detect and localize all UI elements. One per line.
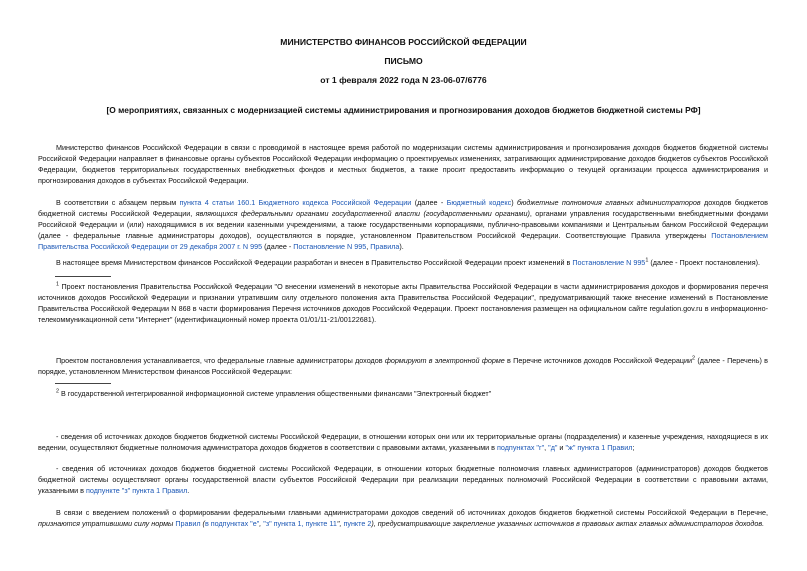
document-subject: [О мероприятиях, связанных с модернизацией системы администрирования и прогнозирования доходов бюджетов бюджетной системы РФ] — [106, 105, 701, 115]
link-subparagraph-g[interactable]: подпунктах "г" — [497, 443, 545, 453]
link-resolution-995[interactable]: Постановление N 995 — [572, 258, 646, 267]
emphasis-text: признаются утратившими силу нормы — [38, 519, 176, 529]
link-budget-code-article[interactable]: пункта 4 статьи 160.1 Бюджетного кодекса Российской Федерации — [179, 198, 412, 207]
ministry-heading: МИНИСТЕРСТВО ФИНАНСОВ РОССИЙСКОЙ ФЕДЕРАЦИИ — [280, 37, 527, 47]
text-segment: доходов бюджетов бюджетной системы Российской Федерации, — [38, 198, 768, 219]
document-date-number: от 1 февраля 2022 года N 23-06-07/6776 — [320, 75, 487, 85]
link-subparagraph-d[interactable]: "д" — [548, 443, 558, 453]
text-segment: ; — [632, 443, 635, 453]
text-segment: Проектом постановления устанавливается, что федеральные главные администраторы доходов — [56, 356, 385, 365]
link-subparagraph-z[interactable]: подпункте "з" пункта 1 Правил — [85, 486, 188, 496]
text-segment: , — [366, 242, 371, 252]
footnote-ref-2[interactable]: 2 — [692, 355, 696, 362]
text-segment: (далее - Проект постановления). — [648, 258, 760, 267]
text-segment: (далее - — [262, 242, 294, 252]
link-rules[interactable]: Правила — [370, 242, 400, 252]
emphasis-text: бюджетные полномочия главных администраторов — [516, 198, 701, 207]
link-resolution-995[interactable]: Постановление N 995 — [293, 242, 367, 252]
paragraph-draft-resolution — [38, 257, 768, 268]
text-segment: ). — [399, 242, 404, 252]
emphasis-text: , — [259, 519, 264, 529]
link-paragraph-11[interactable]: "з" пункта 1, пункте 11 — [263, 519, 337, 529]
footnote-divider — [55, 383, 111, 384]
link-subparagraph-zh[interactable]: "ж" пункта 1 Правил — [565, 443, 633, 453]
document-type: ПИСЬМО — [384, 56, 423, 66]
emphasis-text: являющихся федеральными органами государственной власти (государственными органами) — [195, 209, 530, 219]
link-paragraph-2[interactable]: пункте 2 — [343, 519, 372, 529]
text-segment: В соответствии с абзацем первым — [56, 198, 180, 207]
paragraph-legal-basis — [38, 197, 768, 252]
paragraph-draft-provisions — [38, 355, 768, 377]
text-segment: , — [544, 443, 549, 453]
list-item-delegated-powers — [38, 463, 768, 496]
text-segment: - сведения об источниках доходов бюджетов бюджетной системы Российской Федерации, в отношении которых они или их территориальные органы (подразделения) и казенные учреждения, находящиеся в их ведении, осуществляют бюджетные полномочия администратора доходов бюджетов в соответствии с правовыми актами, указанными в — [38, 432, 768, 453]
text-segment: ) — [511, 198, 517, 207]
footnote-2 — [38, 388, 768, 399]
paragraph-intro: Министерство финансов Российской Федерации в связи с проводимой в настоящее время работой по модернизации системы администрирования и прогнозирования доходов бюджетов бюджетной системы Российской Федерации направляет в финансовые органы субъектов Российской Федерации информацию о проектируемых изменениях, затрагивающих администрирование доходов бюджетов субъектов Российской Федерации, бюджетов территориальных государственных внебюджетных фондов и местных бюджетов, а также просит предоставить информацию о текущей организации процесса администрирования и прогнозирования доходов в субъектах Российской Федерации. — [38, 143, 768, 186]
emphasis-text: формируют в электронной форме — [384, 356, 505, 365]
paragraph-repealed-norms — [38, 507, 768, 529]
text-segment: , органами управления государственными внебюджетными фондами Российской Федерации и (или) находящимися в их ведении казенными учреждениями, а также государственными корпорациями, публично-правовыми компаниями и Центральным банком Российской Федерации (далее - федеральные главные администраторы доходов), осуществляются в порядке, установленном Правительством Российской Федерации. Соответствующие Правила утверждены — [38, 209, 768, 241]
text-segment: (далее - Перечень) в порядке, установленном Министерством финансов Российской Федерации: — [38, 356, 768, 377]
footnote-mark-1: 1 — [56, 281, 60, 288]
text-segment: - сведения об источниках доходов бюджетов бюджетной системы Российской Федерации, в отношении которых бюджетные полномочия главных администраторов (администраторов) доходов бюджетов бюджетной системы осуществляют органы государственной власти субъектов Российской Федерации при реализации переданных полномочий Российской Федерации в соответствии с правовыми актами, указанными в — [38, 464, 768, 496]
link-resolution-995-full[interactable]: Постановлением Правительства Российской Федерации от 29 декабря 2007 г. N 995 — [38, 231, 768, 252]
emphasis-text: ( — [200, 519, 205, 529]
footnote-mark-2: 2 — [56, 388, 60, 395]
text-segment: в Перечне источников доходов Российской Федерации — [504, 356, 693, 365]
emphasis-text: " — [336, 519, 340, 529]
emphasis-text: , — [339, 519, 344, 529]
link-rules[interactable]: Правил — [175, 519, 201, 529]
text-segment: В настоящее время Министерством финансов Российской Федерации разработан и внесен в Правительство Российской Федерации проект изменений в — [56, 258, 573, 267]
footnote-ref-1[interactable]: 1 — [645, 257, 649, 264]
text-segment: В государственной интегрированной информационной системе управления общественными финансами "Электронный бюджет" — [59, 389, 492, 398]
footnote-1 — [38, 281, 768, 325]
footnote-divider — [55, 276, 111, 277]
emphasis-text: ), предусматривающие закрепление указанных источников в правовых актах главных администраторов доходов. — [371, 519, 765, 529]
text-segment: и — [557, 443, 566, 453]
text-segment: Проект постановления Правительства Российской Федерации "О внесении изменений в некоторые акты Правительства Российской Федерации в части администрирования доходов и формирования перечня источников доходов Российской Федерации и признании утратившим силу отдельного положения акта Правительства Российской Федерации", предусматривающий также внесение изменений в Постановление Правительства Российской Федерации N 868 в части формирования Перечня источников доходов Российской Федерации. Проект постановления размещен на официальном сайте regulation.gov.ru в информационно-телекоммуникационной сети "Интернет" (идентификационный номер проекта 01/01/11-21/00122681). — [38, 282, 768, 325]
text-segment: (далее - — [411, 198, 447, 207]
link-budget-code[interactable]: Бюджетный кодекс — [446, 198, 512, 207]
link-subparagraph-e[interactable]: в подпунктах "е" — [204, 519, 260, 529]
list-item-revenue-sources — [38, 431, 768, 453]
text-segment: В связи с введением положений о формировании федеральными главными администраторами доходов сведений об источниках доходов бюджетов бюджетной системы Российской Федерации в Перечне, — [56, 508, 768, 517]
text-segment: . — [187, 486, 190, 496]
